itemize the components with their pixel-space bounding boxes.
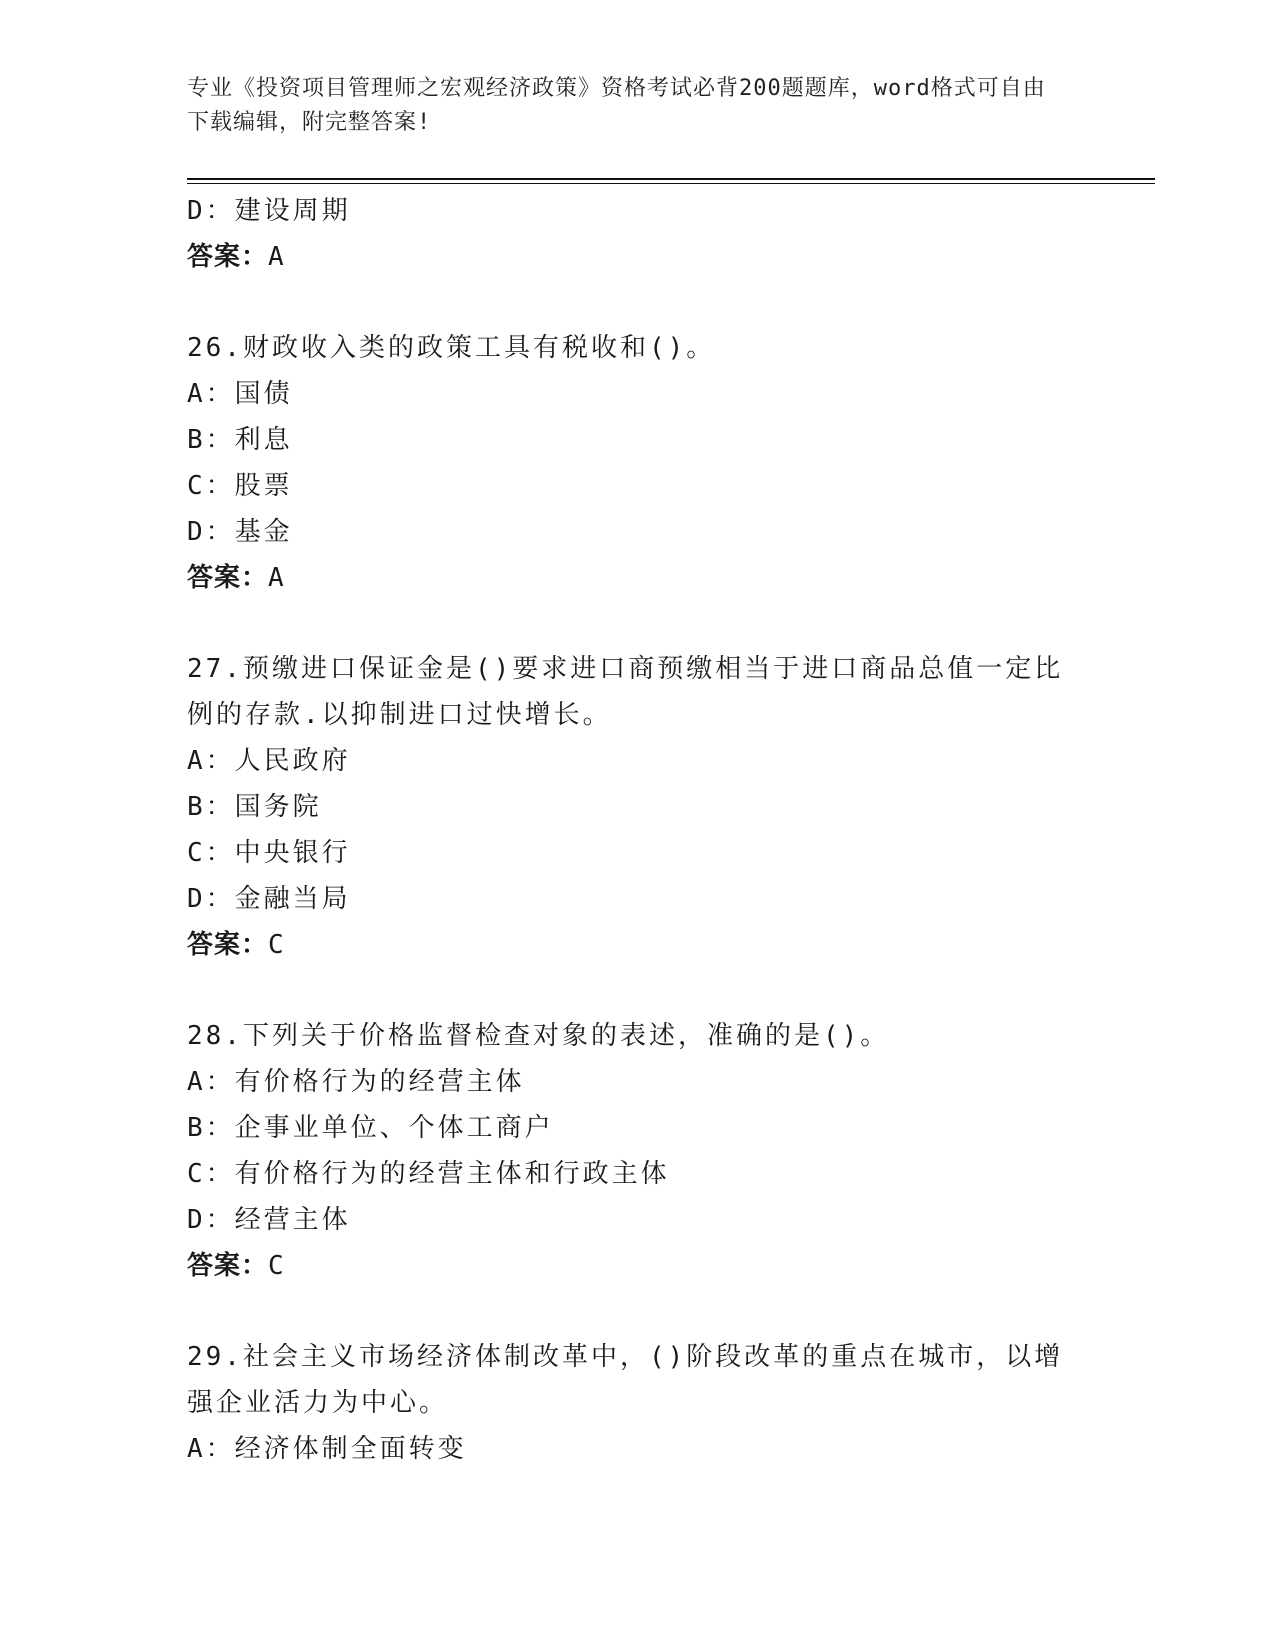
option-b: B：国务院 [187, 792, 322, 822]
answer-value: A [268, 563, 285, 593]
carryover-block [187, 188, 1087, 280]
answer-value: C [268, 930, 285, 960]
answer [187, 1243, 1087, 1289]
document-header: 专业《投资项目管理师之宏观经济政策》资格考试必背200题题库，word格式可自由下载编辑，附完整答案! [187, 76, 1046, 135]
answer [187, 234, 1087, 280]
option-a: A：经济体制全面转变 [187, 1434, 467, 1464]
answer [187, 922, 1087, 968]
answer [187, 555, 1087, 601]
option-d: D：金融当局 [187, 884, 351, 914]
answer-label: 答案： [187, 242, 269, 272]
answer-label: 答案： [187, 930, 269, 960]
question-stem: 26.财政收入类的政策工具有税收和()。 [187, 333, 716, 363]
option-c: C：中央银行 [187, 838, 351, 868]
answer-value: A [268, 242, 285, 272]
question-stem: 27.预缴进口保证金是()要求进口商预缴相当于进口商品总值一定比例的存款.以抑制进口过快增长。 [187, 654, 1064, 730]
answer-value: C [268, 1251, 285, 1281]
option-d: D：基金 [187, 517, 293, 547]
question-28 [187, 1013, 1087, 1289]
option-d: D：经营主体 [187, 1205, 351, 1235]
option-d: D：建设周期 [187, 196, 351, 226]
question-stem: 29.社会主义市场经济体制改革中，()阶段改革的重点在城市，以增强企业活力为中心。 [187, 1342, 1064, 1418]
option-c: C：股票 [187, 471, 293, 501]
header-rule-thick [187, 178, 1155, 180]
question-26 [187, 325, 1087, 601]
question-29 [187, 1334, 1087, 1472]
option-a: A：国债 [187, 379, 293, 409]
option-b: B：利息 [187, 425, 293, 455]
question-list [187, 188, 1087, 1472]
option-b: B：企事业单位、个体工商户 [187, 1113, 554, 1143]
option-c: C：有价格行为的经营主体和行政主体 [187, 1159, 670, 1189]
option-a: A：人民政府 [187, 746, 351, 776]
question-27 [187, 646, 1087, 968]
header-rule-thin [187, 183, 1155, 184]
answer-label: 答案： [187, 1251, 269, 1281]
question-stem: 28.下列关于价格监督检查对象的表述，准确的是()。 [187, 1021, 890, 1051]
answer-label: 答案： [187, 563, 269, 593]
option-a: A：有价格行为的经营主体 [187, 1067, 525, 1097]
